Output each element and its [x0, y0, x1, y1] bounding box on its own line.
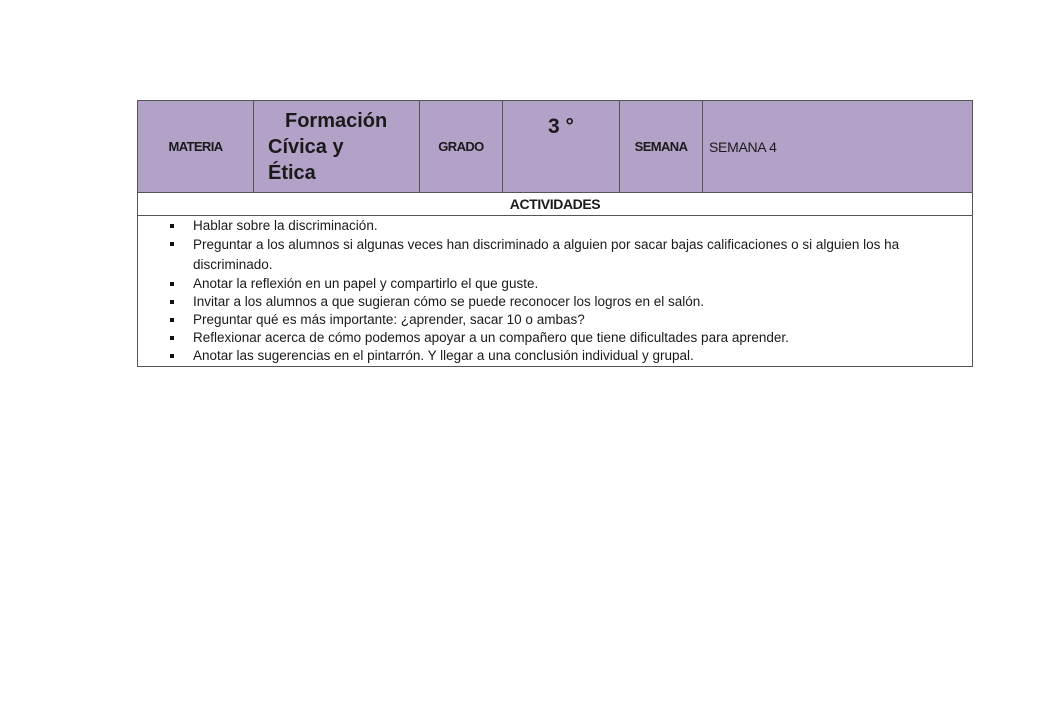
activities-row	[138, 216, 973, 367]
list-item-text: Invitar a los alumnos a que sugieran cómo se puede reconocer los logros en el salón.	[193, 294, 705, 309]
square-bullet-icon	[170, 336, 174, 340]
subject-line-3: Ética	[268, 161, 316, 184]
activities-title-row	[138, 193, 973, 216]
square-bullet-icon	[170, 300, 174, 304]
activities-cell	[138, 216, 973, 367]
list-item-text: Preguntar qué es más importante: ¿aprender, sacar 10 o ambas?	[193, 312, 585, 327]
list-item	[138, 329, 952, 347]
list-item	[138, 293, 952, 311]
activities-title: ACTIVIDADES	[138, 193, 973, 216]
grado-label: GRADO	[420, 101, 503, 193]
semana-value: SEMANA 4	[703, 101, 973, 193]
list-item	[138, 347, 952, 365]
header-row	[138, 101, 973, 193]
subject-line-1: Formación	[285, 109, 388, 132]
square-bullet-icon	[170, 224, 174, 228]
list-item	[138, 235, 952, 275]
activities-list	[138, 216, 972, 366]
list-item-text: Reflexionar acerca de cómo podemos apoyar a un compañero que tiene dificultades para aprender.	[193, 330, 789, 345]
subject-line-2: Cívica y	[268, 135, 344, 158]
materia-label: MATERIA	[138, 101, 254, 193]
list-item-text: Hablar sobre la discriminación.	[193, 218, 378, 233]
list-item	[138, 217, 952, 235]
square-bullet-icon	[170, 354, 174, 358]
square-bullet-icon	[170, 242, 174, 246]
subject-value	[254, 101, 420, 193]
list-item-text: Preguntar a los alumnos si algunas veces han discriminado a alguien por sacar bajas calificaciones o si alguien los ha discriminado.	[193, 237, 900, 272]
list-item-text: Anotar la reflexión en un papel y compartirlo el que guste.	[193, 276, 539, 291]
semana-label: SEMANA	[620, 101, 703, 193]
list-item	[138, 275, 952, 293]
square-bullet-icon	[170, 282, 174, 286]
list-item-text: Anotar las sugerencias en el pintarrón. Y llegar a una conclusión individual y grupal.	[193, 348, 694, 363]
square-bullet-icon	[170, 318, 174, 322]
grado-value: 3 °	[503, 101, 620, 193]
planning-table	[137, 100, 973, 367]
list-item	[138, 311, 952, 329]
